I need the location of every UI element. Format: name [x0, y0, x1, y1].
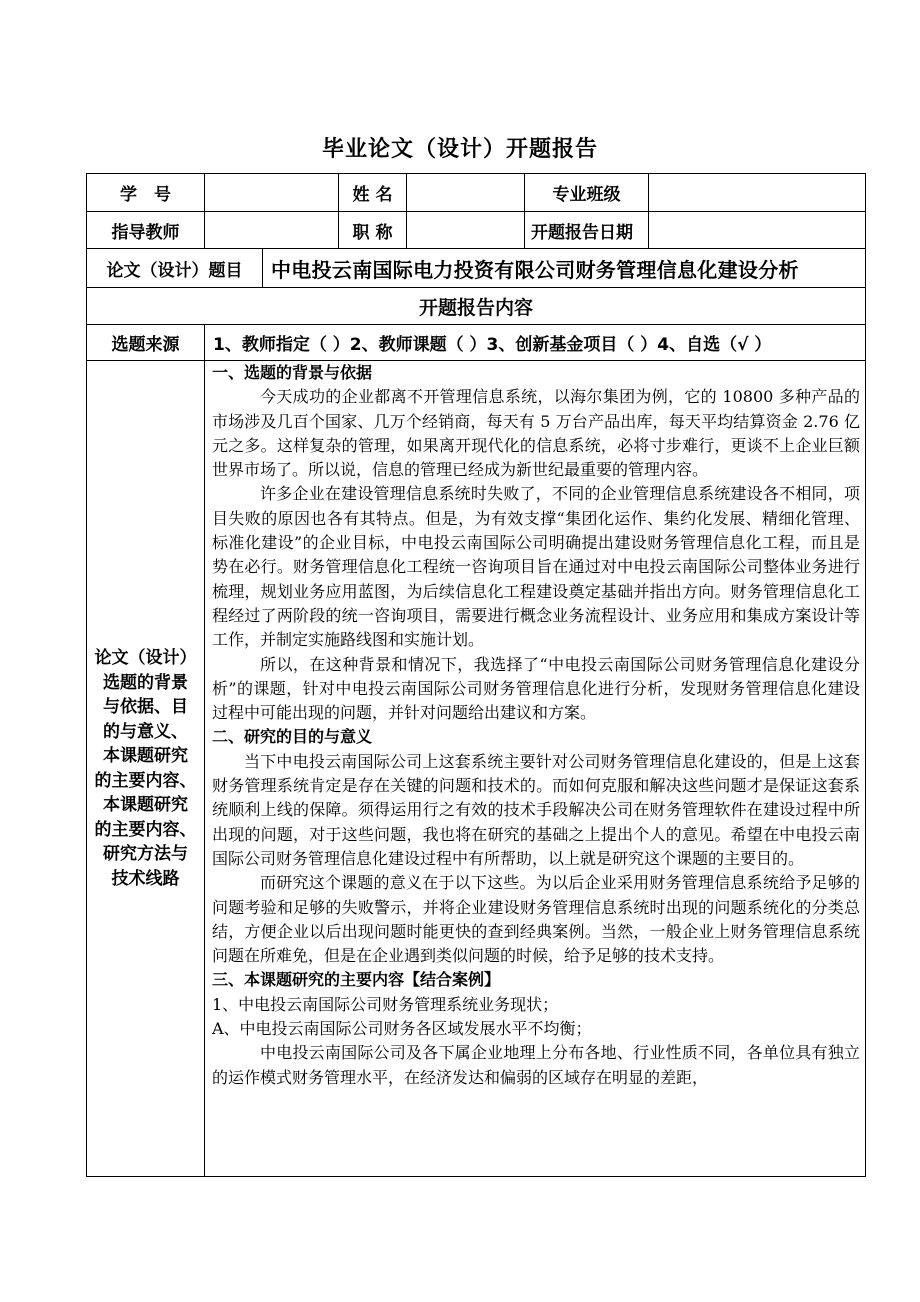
- paragraph: 今天成功的企业都离不开管理信息系统，以海尔集团为例，它的 10800 多种产品的市场涉及几百个国家、几万个经销商，每天有 5 万台产品出库，每天平均结算资金 2.76 亿元之多。这样复杂的管理，如果离开现代化的信息系统，必将寸步难行，更谈不上企业巨额世界市场了。所以说，信息的管理已经成为新世纪最重要的管理内容。: [212, 387, 860, 480]
- name-label: 姓 名: [339, 174, 407, 212]
- heading-background: 一、选题的背景与依据: [212, 363, 373, 382]
- heading-main-content: 三、本课题研究的主要内容【结合案例】: [212, 970, 501, 990]
- paragraph: 中电投云南国际公司及各下属企业地理上分布各地、行业性质不同，各单位具有独立的运作模式财务管理水平，在经济发达和偏弱的区域存在明显的差距，: [212, 1043, 860, 1087]
- paragraph: 所以，在这种背景和情况下，我选择了“中电投云南国际公司财务管理信息化建设分析”的课题，针对中电投云南国际公司财务管理信息化进行分析，发现财务管理信息化建设过程中可能出现的问题，并针对问题给出建议和方案。: [212, 654, 860, 723]
- section-title: 开题报告内容: [87, 288, 866, 325]
- form-row-topic: [87, 249, 866, 288]
- proposal-form: [86, 173, 866, 1177]
- side-line: 的主要内容、: [94, 819, 197, 840]
- paragraph: 而研究这个课题的意义在于以下这些。为以后企业采用财务管理信息系统给予足够的问题考验和足够的失败警示，并将企业建设财务管理信息系统时出现的问题系统化的分类总结，方便企业以后出现问题时能更快的查到经典案例。当然，一般企业上财务管理信息系统问题在所难免，但是在企业遇到类似问题的时候，给予足够的技术支持。: [212, 873, 860, 966]
- form-row-section: [87, 288, 866, 325]
- side-line: 本课题研究: [103, 795, 188, 815]
- name-field[interactable]: [407, 174, 525, 212]
- student-id-label: 学 号: [87, 174, 205, 212]
- class-field[interactable]: [649, 174, 866, 212]
- topic-label: 论文（设计）题目: [87, 249, 263, 288]
- student-id-field[interactable]: [205, 174, 339, 212]
- source-value: 1、教师指定（ ）2、教师课题（ ）3、创新基金项目（ ）4、自选（√ ）: [205, 325, 866, 361]
- date-label: 开题报告日期: [525, 212, 649, 249]
- list-item: A、中电投云南国际公司财务各区域发展水平不均衡；: [212, 1019, 592, 1039]
- form-row-content: [87, 361, 866, 1177]
- position-field[interactable]: [407, 212, 525, 249]
- side-line: 的与意义、: [103, 721, 188, 742]
- list-item: 1、中电投云南国际公司财务管理系统业务现状；: [212, 994, 559, 1014]
- position-label: 职 称: [339, 212, 407, 249]
- form-row-advisor: [87, 212, 866, 249]
- topic-value: 中电投云南国际电力投资有限公司财务管理信息化建设分析: [263, 249, 866, 288]
- side-line: 与依据、目: [103, 697, 188, 717]
- advisor-label: 指导教师: [87, 212, 205, 249]
- advisor-field[interactable]: [205, 212, 339, 249]
- form-row-student: [87, 174, 866, 212]
- form-row-source: [87, 325, 866, 361]
- side-line: 论文（设计）: [94, 648, 197, 668]
- paragraph: 许多企业在建设管理信息系统时失败了，不同的企业管理信息系统建设各不相同，项目失败的原因也各有其特点。但是，为有效支撑“集团化运作、集约化发展、精细化管理、标准化建设”的企业目标，中电投云南国际公司明确提出建设财务管理信息化工程，而且是势在必行。财务管理信息化工程统一咨询项目旨在通过对中电投云南国际公司整体业务进行梳理，规划业务应用蓝图，为后续信息化工程建设奠定基础并指出方向。财务管理信息化工程经过了两阶段的统一咨询项目，需要进行概念业务流程设计、业务应用和集成方案设计等工作，并制定实施路线图和实施计划。: [212, 484, 860, 650]
- side-line: 本课题研究: [103, 746, 188, 766]
- source-label: 选题来源: [87, 325, 205, 361]
- paragraph: 当下中电投云南国际公司上这套系统主要针对公司财务管理信息化建设的，但是上这套财务管理系统肯定是存在关键的问题和技术的。而如何克服和解决这些问题才是保证这套系统顺利上线的保障。须得运用行之有效的技术手段解决公司在财务管理软件在建设过程中所出现的问题，对于这些问题，我也将在研究的基础之上提出个人的意见。希望在中电投云南国际公司财务管理信息化建设过程中有所帮助，以上就是研究这个课题的主要目的。: [212, 751, 860, 868]
- side-line: 研究方法与: [103, 844, 188, 864]
- side-line: 选题的背景: [103, 672, 188, 693]
- heading-purpose: 二、研究的目的与意义: [212, 727, 373, 747]
- side-line: 技术线路: [111, 868, 180, 889]
- date-field[interactable]: [649, 212, 866, 249]
- class-label: 专业班级: [525, 174, 649, 212]
- content-body: [205, 361, 866, 1177]
- content-side-label: [87, 361, 205, 1177]
- side-line: 的主要内容、: [94, 770, 197, 791]
- page-title: 毕业论文（设计）开题报告: [321, 137, 598, 162]
